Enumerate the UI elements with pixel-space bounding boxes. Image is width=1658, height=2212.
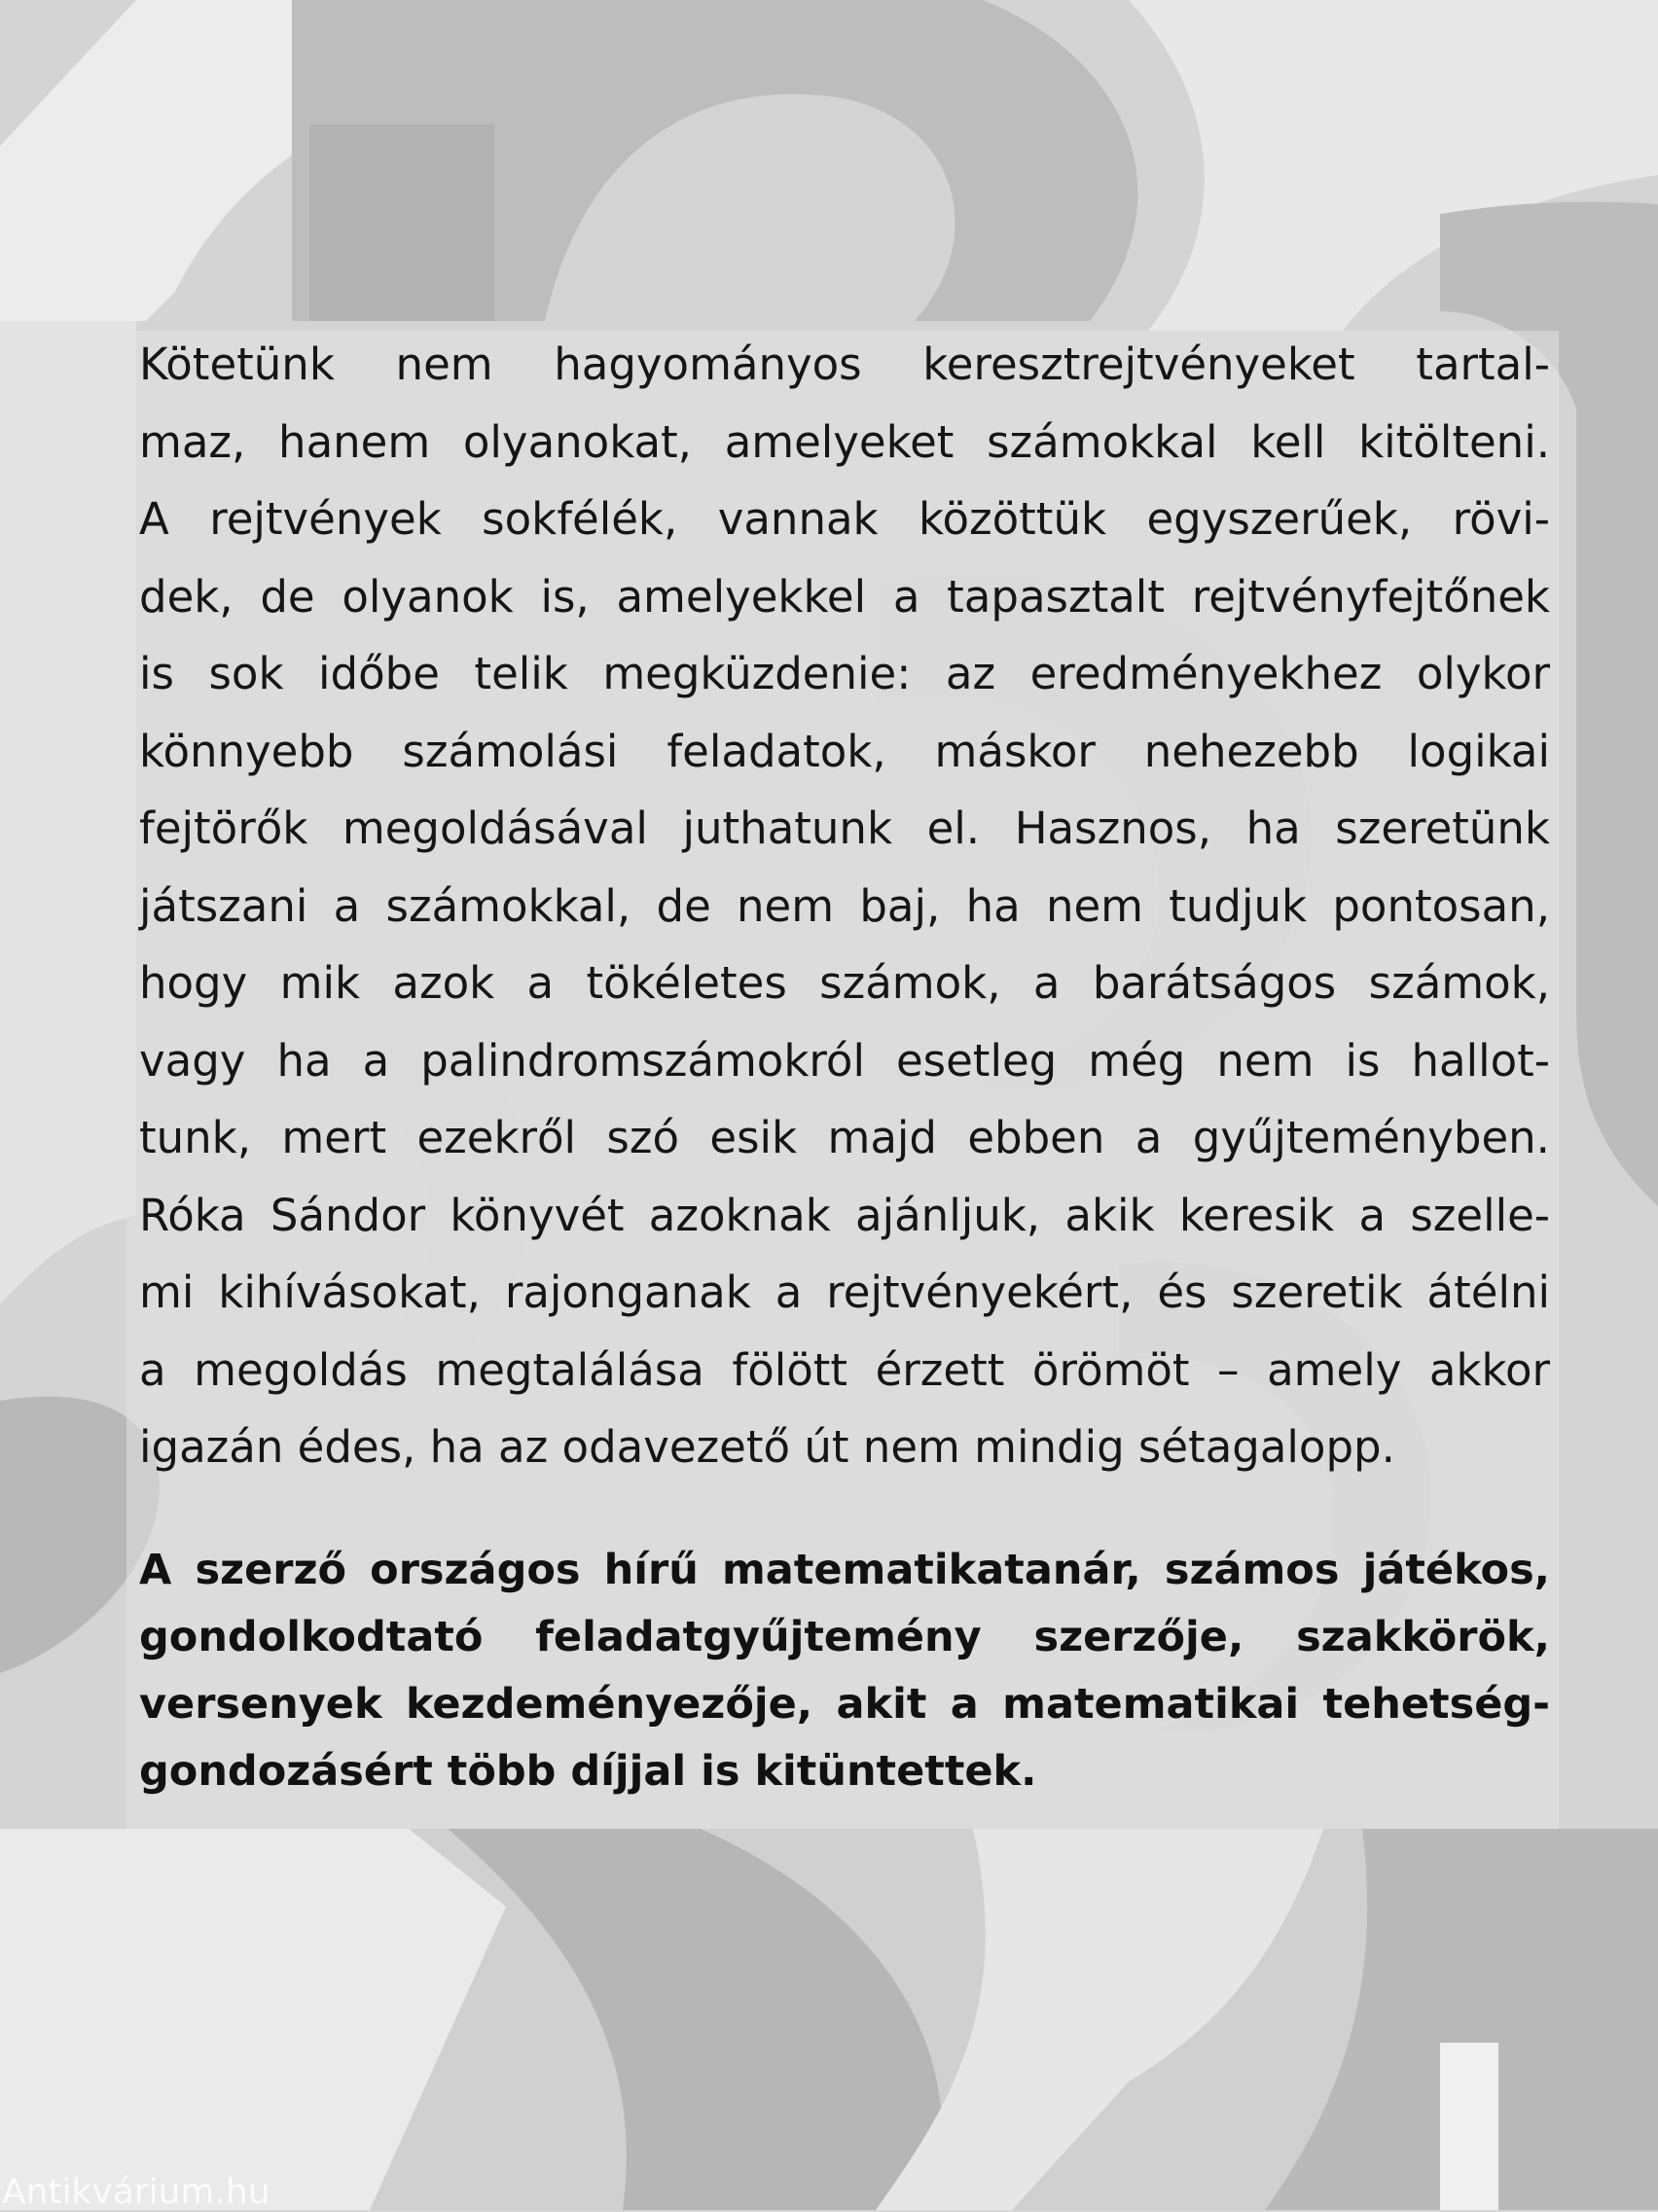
blurb-line: tunk, mert ezekről szó esik majd ebben a gyűjteményben.	[139, 1112, 1550, 1163]
blurb-line: Róka Sándor könyvét azoknak ajánljuk, akik keresik a szelle-	[139, 1189, 1550, 1241]
blurb-line: hogy mik azok a tökéletes számok, a barátságos számok,	[139, 957, 1550, 1009]
book-blurb	[139, 326, 1550, 1486]
bio-line: versenyek kezdeményezője, akit a matematikai tehetség-	[139, 1680, 1550, 1729]
blurb-line: A rejtvények sokfélék, vannak közöttük egyszerűek, rövi-	[139, 493, 1550, 545]
blurb-line: dek, de olyanok is, amelyekkel a tapasztalt rejtvényfejtőnek	[139, 570, 1550, 623]
blurb-line: a megoldás megtalálása fölött érzett örömöt – amely akkor	[139, 1343, 1550, 1396]
watermark: Antikvárium.hu	[2, 2172, 270, 2212]
blurb-line: is sok időbe telik megküzdenie: az eredményekhez olykor	[139, 648, 1550, 699]
blurb-line: vagy ha a palindromszámokról esetleg még nem is hallot-	[139, 1034, 1550, 1087]
blurb-line: maz, hanem olyanokat, amelyeket számokkal kell kitölteni.	[139, 415, 1550, 468]
bio-line: gondolkodtató feladatgyűjtemény szerzője, szakkörök,	[139, 1613, 1550, 1661]
blurb-line: könnyebb számolási feladatok, máskor nehezebb logikai	[139, 725, 1550, 777]
blurb-line: igazán édes, ha az odavezető út nem mindig sétagalopp.	[139, 1421, 1395, 1473]
blurb-line: fejtörők megoldásával juthatunk el. Hasznos, ha szeretünk	[139, 803, 1550, 854]
blurb-line: mi kihívásokat, rajonganak a rejtvényekért, és szeretik átélni	[139, 1267, 1550, 1318]
bio-line: gondozásért több díjjal is kitüntettek.	[139, 1747, 1037, 1796]
blurb-line: Kötetünk nem hagyományos keresztrejtvényeket tartal-	[139, 339, 1550, 390]
author-bio	[139, 1537, 1550, 1805]
blurb-line: játszani a számokkal, de nem baj, ha nem tudjuk pontosan,	[139, 879, 1550, 932]
bio-line: A szerző országos hírű matematikatanár, számos játékos,	[139, 1546, 1550, 1594]
